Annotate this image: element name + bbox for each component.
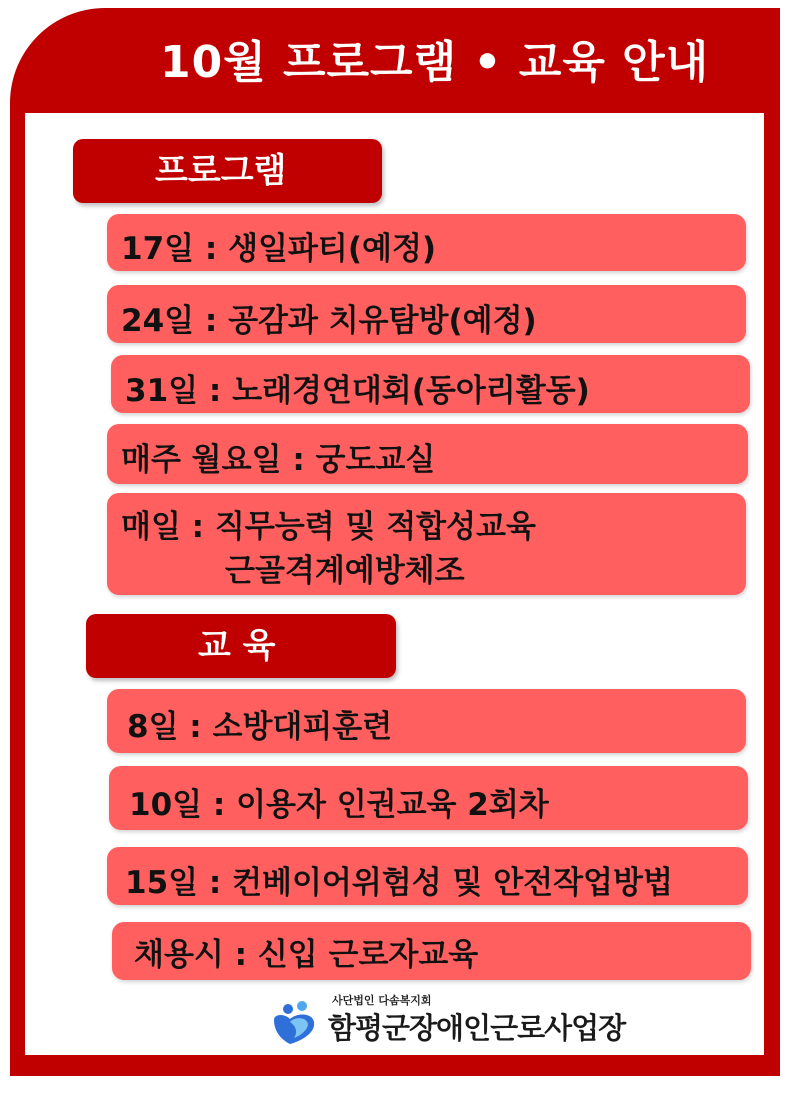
page-title: 10월 프로그램 • 교육 안내 xyxy=(160,37,710,88)
program-item-1 xyxy=(107,214,746,271)
program-item-4 xyxy=(107,424,748,484)
program-item-2 xyxy=(107,285,746,343)
program-item-text: 매주 월요일 : 궁도교실 xyxy=(121,442,436,478)
education-item-text: 8일 : 소방대피훈련 xyxy=(127,709,393,745)
program-item-text-line2: 근골격계예방체조 xyxy=(225,553,465,589)
education-item-text: 15일 : 컨베이어위험성 및 안전작업방법 xyxy=(125,865,673,901)
education-item-2 xyxy=(109,766,748,830)
people-heart-logo-icon xyxy=(272,1000,328,1046)
section-header-program-label: 프로그램 xyxy=(155,151,287,191)
education-item-text: 채용시 : 신입 근로자교육 xyxy=(134,937,479,973)
program-item-3 xyxy=(111,355,750,413)
education-item-text: 10일 : 이용자 인권교육 2회차 xyxy=(129,787,549,823)
program-item-text: 31일 : 노래경연대회(동아리활동) xyxy=(125,373,590,409)
section-header-education xyxy=(86,614,396,678)
section-header-education-label: 교 육 xyxy=(198,626,276,666)
education-item-4 xyxy=(112,922,751,980)
program-item-text: 매일 : 직무능력 및 적합성교육 xyxy=(121,509,536,545)
org-logo xyxy=(272,992,626,1048)
program-item-text: 17일 : 생일파티(예정) xyxy=(121,231,437,267)
org-name: 함평군장애인근로사업장 xyxy=(328,1011,626,1045)
org-subtitle: 사단법인 다솜복지회 xyxy=(332,994,432,1007)
education-item-3 xyxy=(107,847,748,905)
section-header-program xyxy=(73,139,382,203)
education-item-1 xyxy=(107,689,746,753)
program-item-5 xyxy=(107,493,746,595)
program-item-text: 24일 : 공감과 치유탐방(예정) xyxy=(121,303,537,339)
